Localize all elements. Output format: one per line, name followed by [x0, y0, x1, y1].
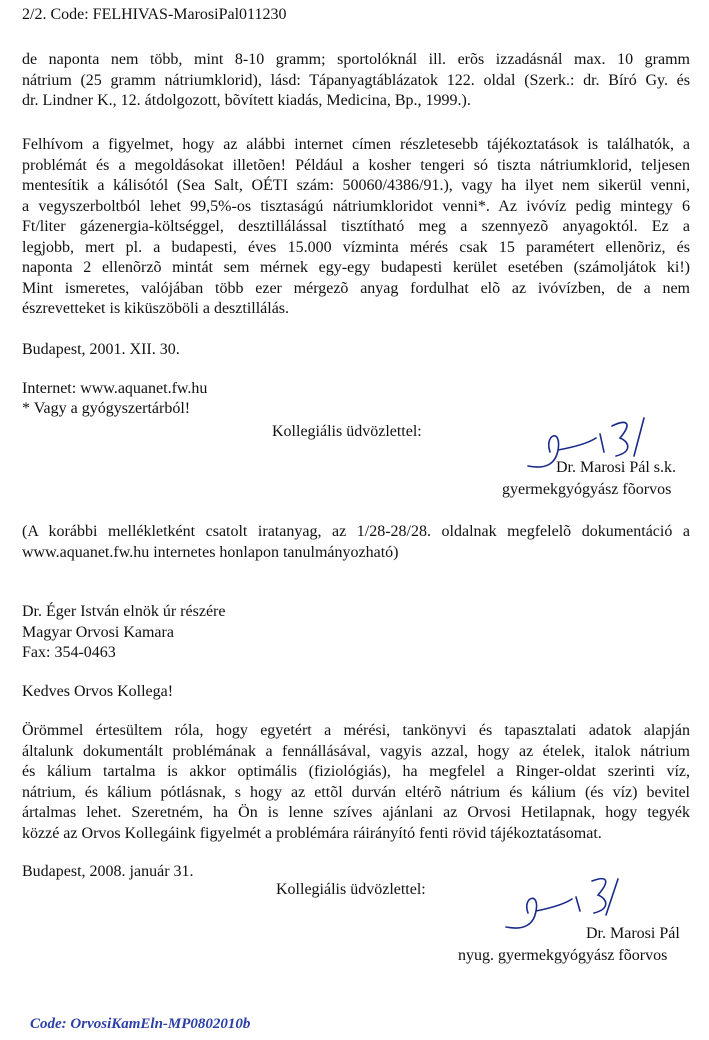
text-line: és kálium tartalma is akkor optimális (fiziológiás), ha megfelel a Ringer-oldat szerinti víz,: [22, 763, 690, 780]
text-line: dr. Lindner K., 12. átdolgozott, bõvített kiadás, Medicina, Bp., 1999.).: [22, 92, 471, 109]
date-2008: Budapest, 2008. január 31.: [22, 863, 194, 880]
attachment-note: [22, 522, 690, 563]
text-line: a vegyszerboltból lehet 99,5%-os tisztaságú nátriumkloridot venni*. Az ivóvíz pedig mintegy 6: [22, 197, 690, 215]
text-line: Mint ismeretes, valójában több ezer mérgezõ anyag fordulhat elõ az ivóvízben, de a nem: [22, 279, 690, 297]
recipient-name: Dr. Éger István elnök úr részére: [22, 603, 226, 620]
footer-code: Code: OrvosiKamEln-MP0802010b: [30, 1016, 251, 1032]
text-line: észrevetteket is kiküszöböli a desztillálás.: [22, 300, 290, 317]
text-line: de naponta nem több, mint 8-10 gramm; sportolóknál ill. erõs izzadásnál max. 10 gramm: [22, 51, 690, 68]
text-line: Ft/liter gázenergia-költséggel, desztillálással tisztítható meg a szennyezõ anyagoktól. Ez a: [22, 218, 690, 235]
text-line: ártalmas lehet. Szeretném, ha Ön is lenne szíves ajánlani az Orvosi Hetilapnak, hogy tegyék: [22, 804, 690, 821]
text-line: általunk dokumentált problémának a fennállásával, vagyis azzal, hogy az ételek, italok nátrium: [22, 742, 690, 760]
signer-1-title: gyermekgyógyász fõorvos: [502, 481, 672, 498]
paragraph-sodium-intake: [22, 50, 690, 112]
text-line: problémát és a megoldásokat illetõen! Például a kosher tengeri só tiszta nátriumklorid, teljesen: [22, 156, 690, 174]
signer-2-name: Dr. Marosi Pál: [586, 925, 680, 942]
recipient-block: [22, 602, 690, 664]
date-2001: Budapest, 2001. XII. 30.: [22, 341, 180, 358]
text-line: legjobb, mert pl. a budapesti, éves 15.000 vízminta mérés csak 15 paramétert ellenõriz, és: [22, 238, 690, 256]
text-line: mentesítik a kálisótól (Sea Salt, OÉTI szám: 50060/4386/91.), vagy ha ilyet nem sikerül venni,: [22, 177, 690, 194]
paragraph-reply: [22, 721, 690, 844]
text-line: www.aquanet.fw.hu internetes honlapon tanulmányozható): [22, 543, 399, 561]
salutation: Kedves Orvos Kollega!: [22, 683, 174, 700]
text-line: Örömmel értesültem róla, hogy egyetért a mérési, tankönyvi és tapasztalati adatok alapján: [22, 722, 690, 739]
signer-1-name: Dr. Marosi Pál s.k.: [556, 459, 676, 476]
recipient-fax: Fax: 354-0463: [22, 644, 116, 661]
text-line: közzé az Orvos Kollegáink figyelmét a problémára ráirányító fenti rövid tájékoztatásomat.: [22, 824, 602, 842]
text-line: naponta 2 ellenõrzõ mintát sem mérnek egy-egy budapesti kerület esetében (számoljátok ki!): [22, 259, 690, 276]
text-line: Felhívom a figyelmet, hogy az alábbi internet címen részletesebb tájékoztatások is találhatók, a: [22, 136, 690, 153]
text-line: (A korábbi mellékletként csatolt iratanyag, az 1/28-28/28. oldalnak megfelelõ dokumentáció a: [22, 523, 690, 540]
paragraph-notice: [22, 135, 690, 320]
text-line: nátrium (25 gramm nátriumklorid), lásd: Tápanyagtáblázatok 122. oldal (Szerk.: dr. Bíró Gy. és: [22, 71, 690, 89]
recipient-organization: Magyar Orvosi Kamara: [22, 623, 174, 641]
footnote: * Vagy a gyógyszertárból!: [22, 400, 191, 417]
text-line: nátrium, és kálium pótlásnak, s hogy az ettõl durván eltérõ nátrium és kálium (és víz) bevitel: [22, 783, 690, 801]
closing-greeting-1: Kollegiális üdvözlettel:: [272, 423, 422, 440]
internet-address: Internet: www.aquanet.fw.hu: [22, 380, 208, 397]
header-code: 2/2. Code: FELHIVAS-MarosiPal011230: [22, 6, 287, 23]
signer-2-title: nyug. gyermekgyógyász fõorvos: [458, 947, 668, 964]
closing-greeting-2: Kollegiális üdvözlettel:: [276, 881, 426, 898]
